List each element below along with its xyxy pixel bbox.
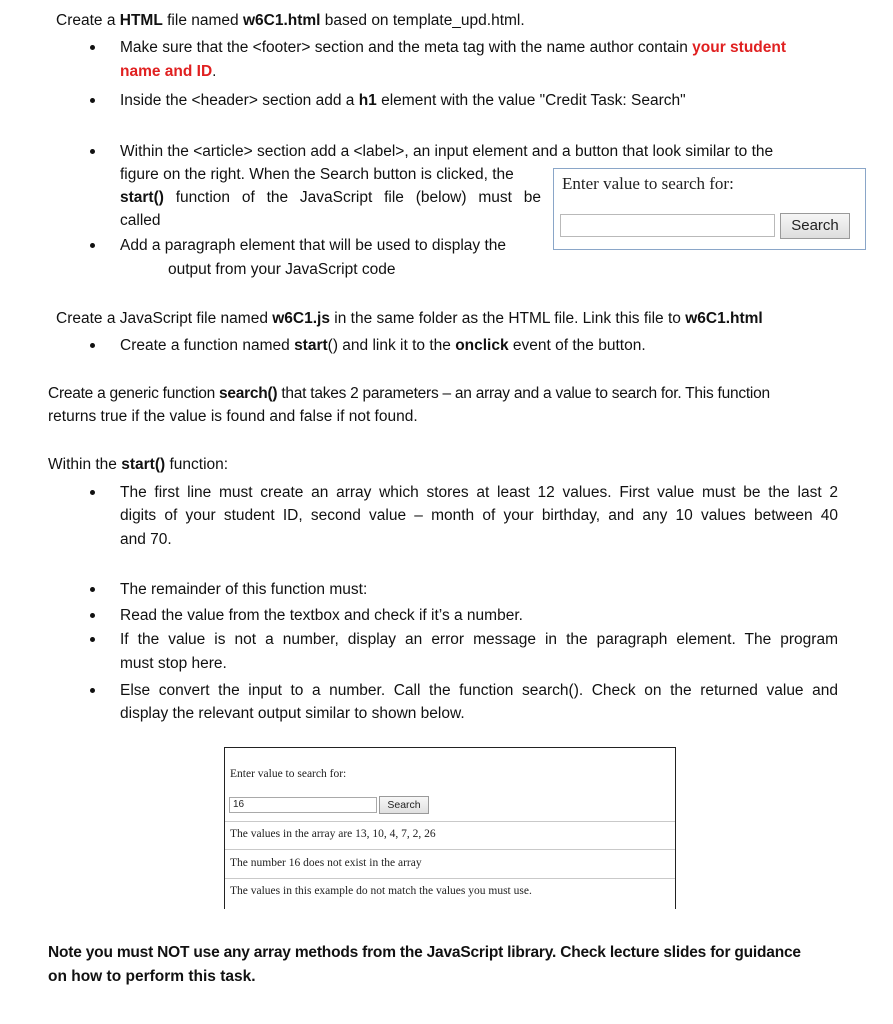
- example-search-button[interactable]: Search: [379, 796, 429, 814]
- bullet-article-line1: Within the <article> section add a <label>, an input element and a button that look similar to the: [120, 143, 774, 160]
- output-not-found: The number 16 does not exist in the array: [230, 857, 422, 869]
- example-search-input[interactable]: 16: [229, 797, 377, 813]
- bullet-array-line3: and 70.: [120, 531, 172, 548]
- search-input[interactable]: [560, 214, 775, 237]
- bullet-array-line2: digits of your student ID, second value – month of your birthday, and any 10 values between 40: [120, 507, 838, 524]
- task3-line2: returns true if the value is found and false if not found.: [48, 408, 418, 425]
- bullet-start-function: Create a function named start() and link it to the onclick event of the button.: [120, 337, 646, 354]
- bullet-remainder: The remainder of this function must:: [120, 581, 368, 598]
- bullet: [90, 149, 95, 154]
- search-label: Enter value to search for:: [562, 174, 734, 193]
- bullet-paragraph-line1: Add a paragraph element that will be used to display the: [120, 237, 507, 254]
- bullet: [90, 343, 95, 348]
- task1-intro: Create a HTML file named w6C1.html based on template_upd.html.: [56, 12, 525, 29]
- bullet-footer-author-cont: name and ID.: [120, 63, 217, 80]
- task4-intro: Within the start() function:: [48, 456, 229, 473]
- bullet-read-value: Read the value from the textbox and check if it’s a number.: [120, 607, 523, 624]
- divider: [225, 849, 675, 850]
- figure-search-form: [553, 168, 866, 250]
- divider: [225, 878, 675, 879]
- divider: [225, 821, 675, 822]
- bullet-article-line2: figure on the right. When the Search button is clicked, the: [120, 166, 514, 183]
- bullet-article-line3: start() function of the JavaScript file (below) must be: [120, 189, 541, 206]
- bullet: [90, 490, 95, 495]
- bullet-article-line4: called: [120, 212, 161, 229]
- bullet-paragraph-line2: output from your JavaScript code: [168, 261, 396, 278]
- bullet: [90, 637, 95, 642]
- bullet: [90, 45, 95, 50]
- output-disclaimer: The values in this example do not match the values you must use.: [230, 885, 532, 897]
- figure-example-output: [224, 747, 676, 909]
- bullet-footer-author: Make sure that the <footer> section and the meta tag with the name author contain your student: [120, 39, 787, 56]
- bullet-header-h1: Inside the <header> section add a h1 element with the value "Credit Task: Search": [120, 92, 686, 109]
- bullet: [90, 243, 95, 248]
- bullet-array-line1: The first line must create an array which stores at least 12 values. First value must be the last 2: [120, 484, 838, 501]
- bullet-else-line1: Else convert the input to a number. Call the function search(). Check on the returned value and: [120, 682, 838, 699]
- bullet: [90, 587, 95, 592]
- bullet: [90, 613, 95, 618]
- example-label: Enter value to search for:: [230, 768, 347, 780]
- note-line1: Note you must NOT use any array methods from the JavaScript library. Check lecture slides for guidance: [48, 944, 801, 961]
- search-button[interactable]: Search: [780, 213, 850, 239]
- bullet-not-number-line1: If the value is not a number, display an error message in the paragraph element. The program: [120, 631, 838, 648]
- task3-line1: Create a generic function search() that takes 2 parameters – an array and a value to search for. This function: [48, 385, 770, 402]
- bullet-else-line2: display the relevant output similar to shown below.: [120, 705, 465, 722]
- bullet: [90, 98, 95, 103]
- task2-intro: Create a JavaScript file named w6C1.js in the same folder as the HTML file. Link this file to w6C1.html: [56, 310, 763, 327]
- bullet: [90, 688, 95, 693]
- output-array-values: The values in the array are 13, 10, 4, 7, 2, 26: [230, 828, 436, 840]
- bullet-not-number-line2: must stop here.: [120, 655, 227, 672]
- note-line2: on how to perform this task.: [48, 968, 256, 985]
